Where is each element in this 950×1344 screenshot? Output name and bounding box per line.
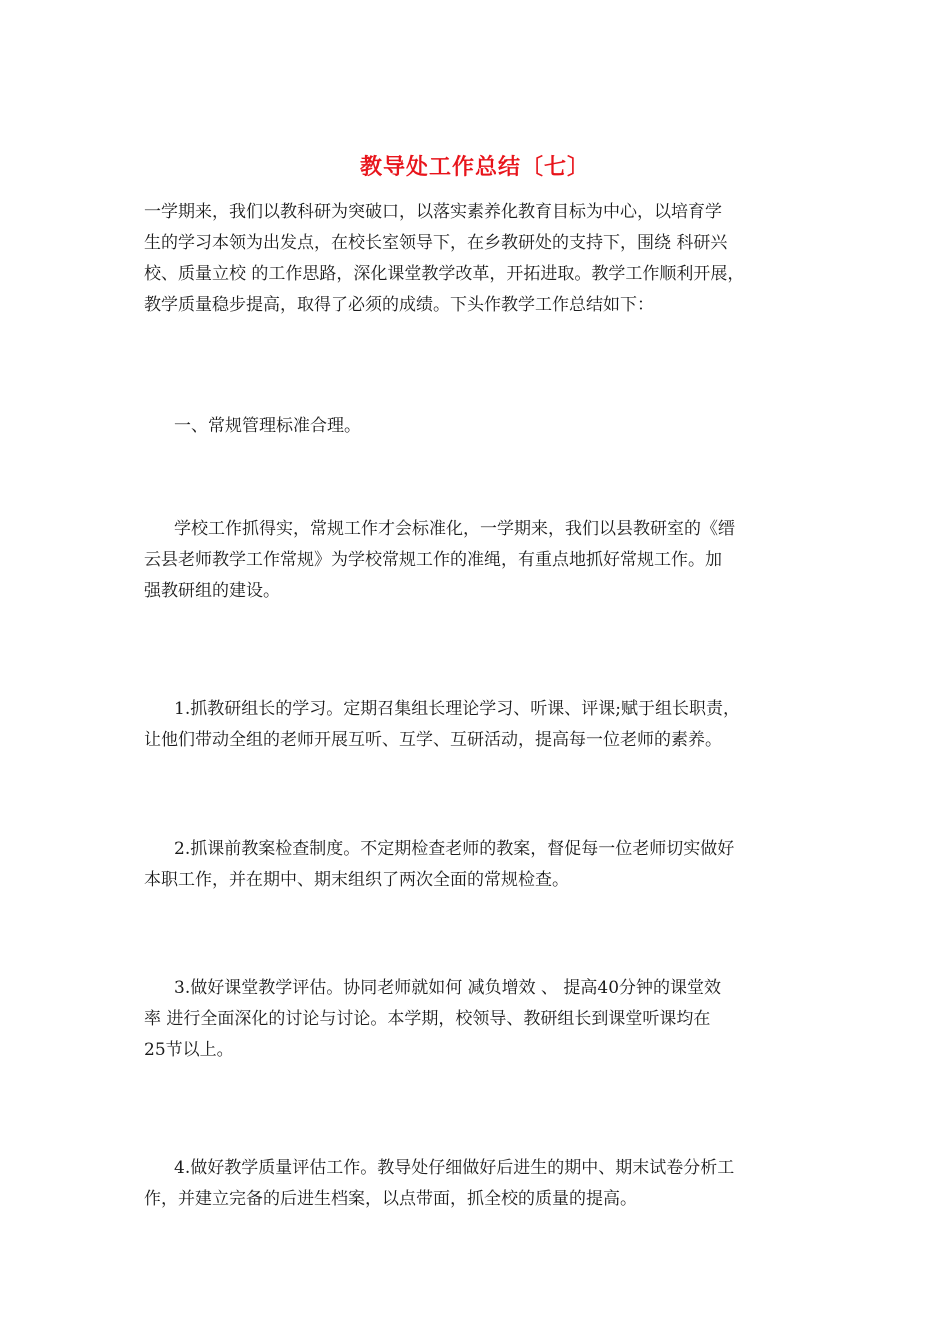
paragraph-line: 生的学习本领为出发点，在校长室领导下，在乡教研处的支持下，围绕 科研兴: [144, 233, 728, 253]
paragraph-line: 一学期来，我们以教科研为突破口，以落实素养化教育目标为中心，以培育学: [144, 202, 722, 222]
list-item-2: [144, 834, 824, 896]
section-heading-text: 一、常规管理标准合理。: [174, 416, 361, 436]
paragraph-line: 教学质量稳步提高，取得了必须的成绩。下头作教学工作总结如下：: [144, 295, 654, 315]
list-item-1: [144, 694, 824, 756]
paragraph-line: 强教研组的建设。: [144, 581, 280, 601]
list-item-3: [144, 973, 824, 1066]
paragraph-line: 4.做好教学质量评估工作。教导处仔细做好后进生的期中、期末试卷分析工: [174, 1158, 735, 1178]
paragraph-line: 率 进行全面深化的讨论与讨论。本学期，校领导、教研组长到课堂听课均在: [144, 1009, 711, 1029]
paragraph-line: 25节以上。: [144, 1040, 234, 1060]
paragraph-line: 作，并建立完备的后进生档案，以点带面，抓全校的质量的提高。: [144, 1189, 637, 1209]
document-title: 教导处工作总结〔七〕: [359, 154, 590, 180]
section-heading: [144, 411, 824, 442]
paragraph-line: 学校工作抓得实，常规工作才会标准化，一学期来，我们以县教研室的《缙: [174, 519, 735, 539]
paragraph-line: 本职工作，并在期中、期末组织了两次全面的常规检查。: [144, 870, 569, 890]
list-item-4: [144, 1153, 824, 1215]
body-paragraph: [144, 514, 824, 607]
paragraph-line: 2.抓课前教案检查制度。不定期检查老师的教案，督促每一位老师切实做好: [174, 839, 735, 859]
paragraph-line: 校、质量立校 的工作思路，深化课堂教学改革，开拓进取。教学工作顺利开展，: [144, 264, 745, 284]
intro-paragraph: [144, 197, 824, 321]
paragraph-line: 云县老师教学工作常规》为学校常规工作的准绳，有重点地抓好常规工作。加: [144, 550, 722, 570]
paragraph-line: 让他们带动全组的老师开展互听、互学、互研活动，提高每一位老师的素养。: [144, 730, 722, 750]
paragraph-line: 1.抓教研组长的学习。定期召集组长理论学习、听课、评课;赋于组长职责，: [174, 699, 740, 719]
paragraph-line: 3.做好课堂教学评估。协同老师就如何 减负增效 、 提高40分钟的课堂效: [174, 978, 722, 998]
